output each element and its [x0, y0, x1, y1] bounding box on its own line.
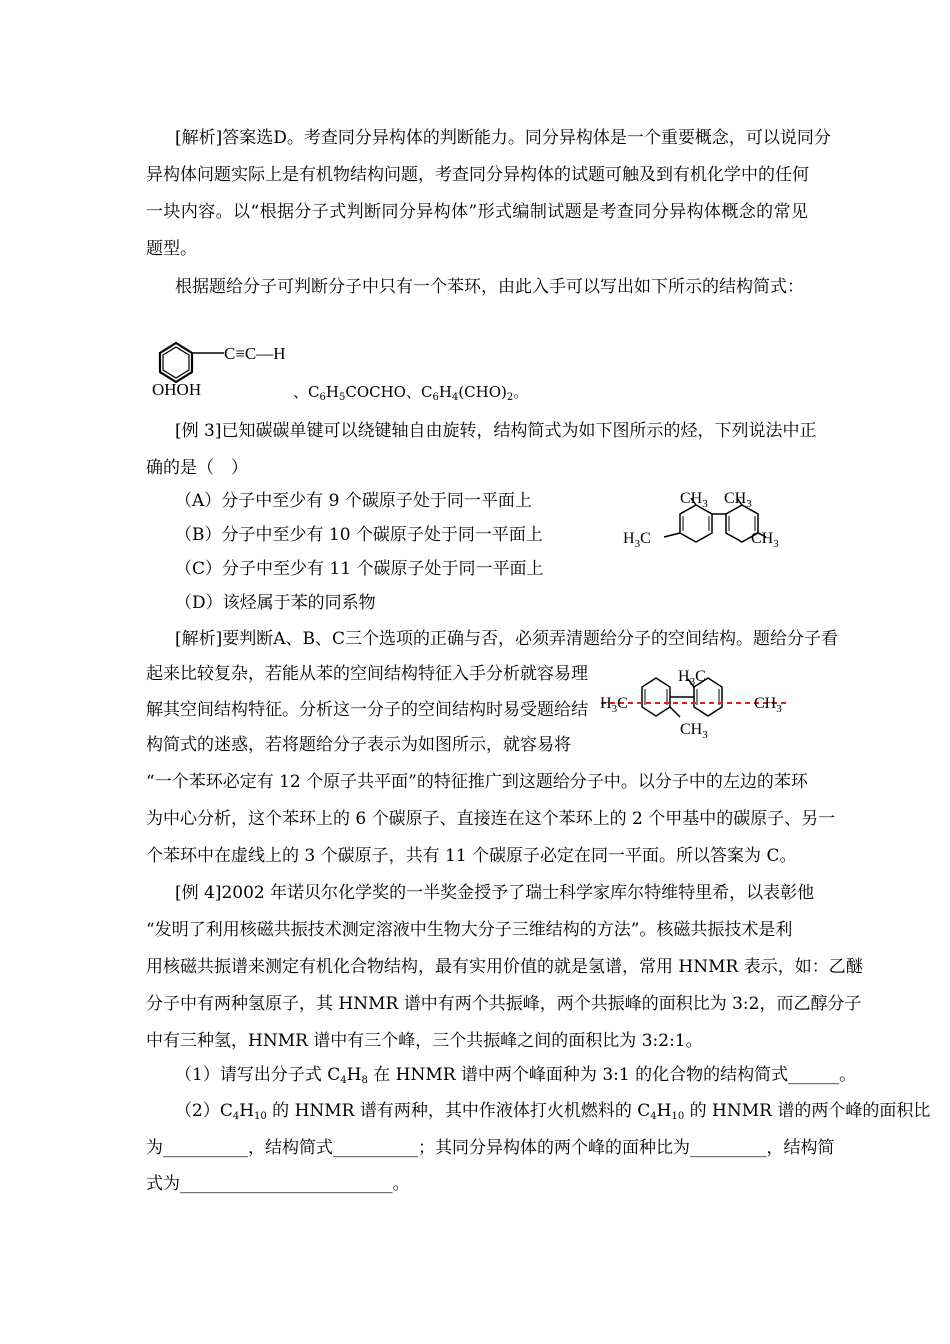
- ch3-label-top-left: $CH_3$: [680, 490, 708, 510]
- analysis3-line7: 个苯环中在虚线上的 3 个碳原子，共有 11 个碳原子必定在同一平面。所以答案为 C。: [146, 846, 797, 866]
- example3-option-b: （B）分子中至少有 10 个碳原子处于同一平面上: [175, 525, 543, 545]
- analysis1-line2: 异构体问题实际上是有机物结构问题，考查同分异构体的试题可触及到有机化学中的任何: [146, 165, 809, 185]
- ch3-label-right-2: $CH_3$: [754, 695, 782, 715]
- analysis1-line1: [解析]答案选D。考查同分异构体的判断能力。同分异构体是一个重要概念，可以说同分: [175, 128, 831, 148]
- analysis3-line3: 解其空间结构特征。分析这一分子的空间结构时易受题给结: [146, 700, 588, 720]
- question-1: （1）请写出分子式 $C_4H_8$ 在 HNMR 谱中两个峰面种为 3:1 的化合物的结构简式______。: [175, 1065, 857, 1086]
- analysis3-line2: 起来比较复杂，若能从苯的空间结构特征入手分析就容易理: [146, 664, 588, 684]
- example3-line2: 确的是（ ）: [146, 458, 248, 478]
- analysis1-line4: 题型。: [146, 239, 197, 259]
- question-2-line2: 为__________，结构简式__________；其同分异构体的两个峰的面种比为_________，结构简: [146, 1138, 835, 1158]
- analysis3-line4: 构简式的迷惑，若将题给分子表示为如图所示，就容易将: [146, 735, 571, 755]
- example4-line1: [例 4]2002 年诺贝尔化学奖的一半奖金授予了瑞士科学家库尔特维特里希，以表彰他: [175, 883, 815, 903]
- question-2-line1: $(2)C_4H_{10}$ 的 HNMR 谱有两种，其中作液体打火机燃料的 $C_4H_{10}$ 的 HNMR 谱的两个峰的面积比: [175, 1101, 931, 1122]
- analysis3-line5: “一个苯环必定有 12 个原子共平面”的特征推广到这题给分子中。以分子中的左边的苯环: [146, 772, 808, 792]
- h3c-label-top-2: $H_3C$: [678, 668, 706, 688]
- h3c-label-left-2: $H_3C$: [600, 695, 628, 715]
- example4-line5: 中有三种氢，HNMR 谱中有三个峰，三个共振峰之间的面积比为 3:2:1。: [146, 1031, 703, 1051]
- example3-option-d: （D）该烃属于苯的同系物: [175, 593, 376, 613]
- example3-line1: [例 3]已知碳碳单键可以绕键轴自由旋转，结构简式为如下图所示的烃，下列说法中正: [175, 421, 817, 441]
- example3-option-c: （C）分子中至少有 11 个碳原子处于同一平面上: [175, 559, 544, 579]
- example4-line4: 分子中有两种氢原子，其 HNMR 谱中有两个共振峰，两个共振峰的面积比为 3:2，而乙醇分子: [146, 994, 862, 1014]
- analysis3-line6: 为中心分析，这个苯环上的 6 个碳原子、直接连在这个苯环上的 2 个甲基中的碳原子、另一: [146, 809, 836, 829]
- molecule-diagram-1: [620, 487, 790, 557]
- para2: 根据题给分子可判断分子中只有一个苯环，由此入手可以写出如下所示的结构简式：: [175, 277, 804, 297]
- analysis3-line1: [解析]要判断A、B、C三个选项的正确与否，必须弄清题给分子的空间结构。题给分子看: [175, 629, 839, 649]
- example4-line3: 用核磁共振谱来测定有机化合物结构，最有实用价值的就是氢谱，常用 HNMR 表示，如：乙醚: [146, 957, 863, 977]
- oh-label: OHOH: [152, 380, 202, 399]
- ch3-label-right: $CH_3$: [751, 530, 779, 550]
- molecule-diagram-2: [598, 665, 798, 740]
- structure1-formulas: 、$C_6H_5COCHO$、$C_6H_4(CHO)_2$。: [293, 383, 529, 403]
- question-2-line3: 式为_________________________。: [146, 1174, 410, 1194]
- triple-bond-label: C≡C—H: [224, 344, 286, 363]
- example4-line2: “发明了利用核磁共振技术测定溶液中生物大分子三维结构的方法”。核磁共振技术是利: [146, 920, 793, 940]
- h3c-label-left: $H_3C$: [623, 530, 651, 550]
- analysis1-line3: 一块内容。以“根据分子式判断同分异构体”形式编制试题是考查同分异构体概念的常见: [146, 202, 808, 222]
- example3-option-a: （A）分子中至少有 9 个碳原子处于同一平面上: [175, 491, 532, 511]
- ch3-label-top-right: $CH_3$: [724, 490, 752, 510]
- ch3-label-bottom-2: $CH_3$: [680, 721, 708, 741]
